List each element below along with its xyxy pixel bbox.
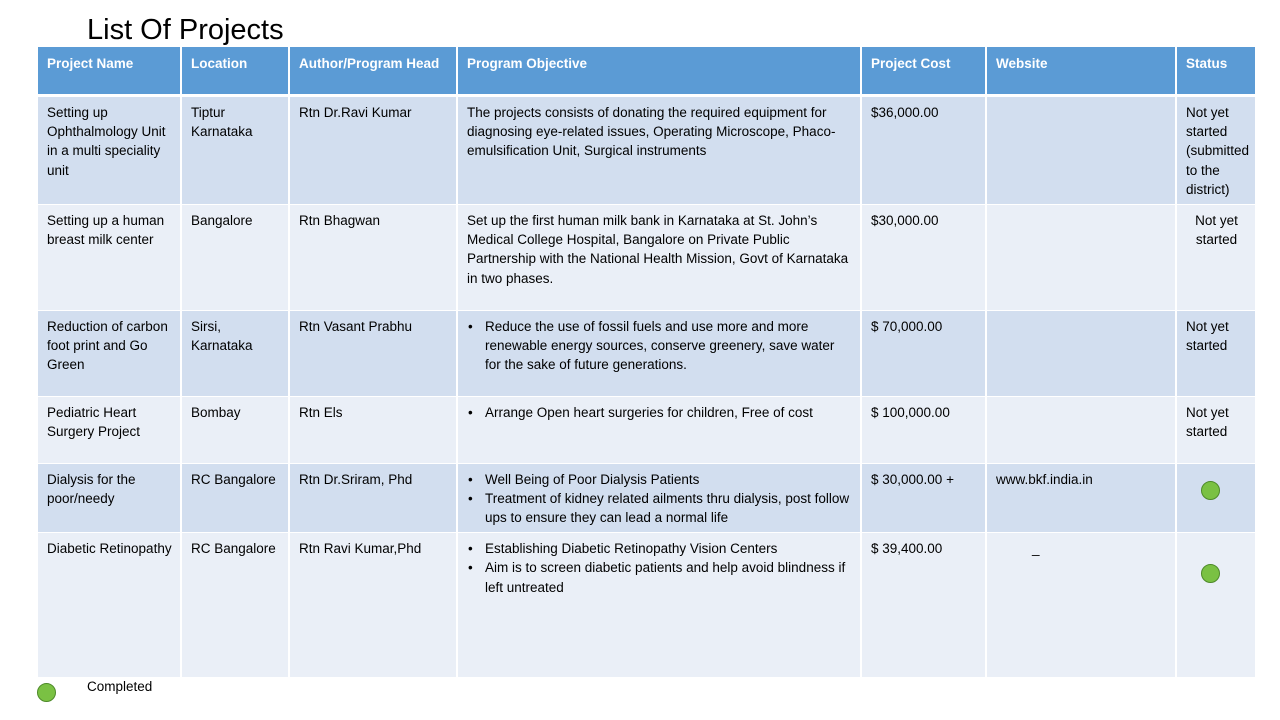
location-cell: Bangalore bbox=[181, 204, 289, 310]
location-cell: Bombay bbox=[181, 396, 289, 463]
table-row bbox=[37, 396, 1256, 463]
objective-bullet: • Reduce the use of fossil fuels and use more and more renewable energy sources, conserve greenery, save water for the sake of future generations. bbox=[467, 317, 852, 375]
status-cell: Not yet started bbox=[1176, 310, 1256, 396]
project-name-cell: Diabetic Retinopathy bbox=[37, 532, 181, 677]
author-cell: Rtn Vasant Prabhu bbox=[289, 310, 457, 396]
location-cell: RC Bangalore bbox=[181, 463, 289, 532]
table-row bbox=[37, 204, 1256, 310]
table-row bbox=[37, 532, 1256, 677]
status-cell bbox=[1176, 532, 1256, 677]
objective-cell: The projects consists of donating the required equipment for diagnosing eye-related issues, Operating Microscope, Phaco-emulsification Unit, Surgical instruments bbox=[457, 95, 861, 204]
website-cell bbox=[986, 95, 1176, 204]
objective-cell bbox=[457, 532, 861, 677]
status-cell bbox=[1176, 463, 1256, 532]
project-name-cell: Dialysis for the poor/needy bbox=[37, 463, 181, 532]
author-cell: Rtn Els bbox=[289, 396, 457, 463]
table-row bbox=[37, 310, 1256, 396]
objective-bullet-list bbox=[467, 470, 852, 528]
objective-bullet: • Well Being of Poor Dialysis Patients bbox=[467, 470, 852, 489]
page-title: List Of Projects bbox=[87, 14, 284, 46]
projects-table bbox=[36, 47, 1257, 678]
cost-cell: $36,000.00 bbox=[861, 95, 986, 204]
project-name-cell: Setting up a human breast milk center bbox=[37, 204, 181, 310]
column-header-website: Website bbox=[986, 47, 1176, 95]
column-header-author: Author/Program Head bbox=[289, 47, 457, 95]
author-cell: Rtn Dr.Ravi Kumar bbox=[289, 95, 457, 204]
website-cell bbox=[986, 396, 1176, 463]
objective-bullet: • Arrange Open heart surgeries for children, Free of cost bbox=[467, 403, 852, 422]
objective-bullet: • Treatment of kidney related ailments thru dialysis, post follow ups to ensure they can lead a normal life bbox=[467, 489, 852, 528]
table-row bbox=[37, 95, 1256, 204]
website-cell: _ bbox=[986, 532, 1176, 677]
column-header-cost: Project Cost bbox=[861, 47, 986, 95]
objective-bullet: • Establishing Diabetic Retinopathy Vision Centers bbox=[467, 539, 852, 558]
location-cell: Sirsi, Karnataka bbox=[181, 310, 289, 396]
table-header-row bbox=[37, 47, 1256, 95]
legend-label: Completed bbox=[87, 679, 153, 694]
objective-bullet-list bbox=[467, 317, 852, 375]
status-cell: Not yet started (submitted to the district) bbox=[1176, 95, 1256, 204]
project-name-cell: Reduction of carbon foot print and Go Green bbox=[37, 310, 181, 396]
completed-dot-icon bbox=[1201, 564, 1220, 583]
cost-cell: $ 100,000.00 bbox=[861, 396, 986, 463]
website-cell bbox=[986, 204, 1176, 310]
location-cell: Tiptur Karnataka bbox=[181, 95, 289, 204]
cost-cell: $ 30,000.00 + bbox=[861, 463, 986, 532]
cost-cell: $ 70,000.00 bbox=[861, 310, 986, 396]
objective-bullet: • Aim is to screen diabetic patients and help avoid blindness if left untreated bbox=[467, 558, 852, 597]
author-cell: Rtn Dr.Sriram, Phd bbox=[289, 463, 457, 532]
cost-cell: $ 39,400.00 bbox=[861, 532, 986, 677]
objective-cell: Set up the first human milk bank in Karnataka at St. John’s Medical College Hospital, Bangalore on Private Public Partnership with the National Health Mission, Govt of Karnataka in two phases. bbox=[457, 204, 861, 310]
column-header-location: Location bbox=[181, 47, 289, 95]
author-cell: Rtn Ravi Kumar,Phd bbox=[289, 532, 457, 677]
green-circle-icon bbox=[37, 683, 56, 702]
author-cell: Rtn Bhagwan bbox=[289, 204, 457, 310]
column-header-project-name: Project Name bbox=[37, 47, 181, 95]
status-cell: Not yet started bbox=[1176, 396, 1256, 463]
objective-cell bbox=[457, 463, 861, 532]
table-row bbox=[37, 463, 1256, 532]
cost-cell: $30,000.00 bbox=[861, 204, 986, 310]
website-cell: www.bkf.india.in bbox=[986, 463, 1176, 532]
objective-bullet-list bbox=[467, 539, 852, 597]
objective-bullet-list bbox=[467, 403, 852, 422]
column-header-status: Status bbox=[1176, 47, 1256, 95]
website-cell bbox=[986, 310, 1176, 396]
location-cell: RC Bangalore bbox=[181, 532, 289, 677]
completed-dot-icon bbox=[1201, 481, 1220, 500]
column-header-objective: Program Objective bbox=[457, 47, 861, 95]
objective-cell bbox=[457, 310, 861, 396]
project-name-cell: Pediatric Heart Surgery Project bbox=[37, 396, 181, 463]
project-name-cell: Setting up Ophthalmology Unit in a multi speciality unit bbox=[37, 95, 181, 204]
objective-cell bbox=[457, 396, 861, 463]
status-cell: Not yet started bbox=[1176, 204, 1256, 310]
